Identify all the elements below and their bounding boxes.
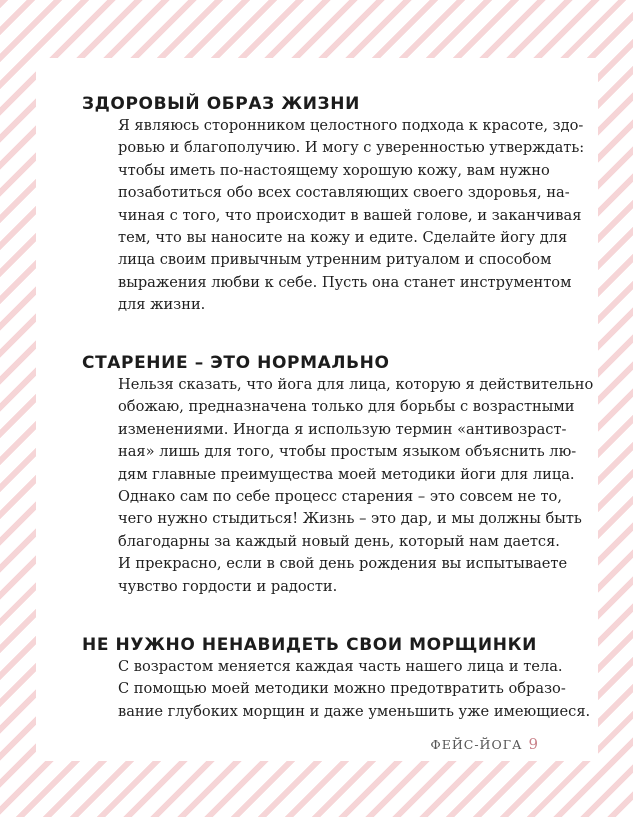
text-line: тем, что вы наносите на кожу и едите. Сделайте йогу для — [118, 228, 568, 246]
text-line: вание глубоких морщин и даже уменьшить уже имеющиеся. — [118, 702, 591, 720]
page-number: 9 — [528, 735, 538, 753]
text-line: позаботиться обо всех составляющих своего здоровья, на- — [118, 184, 570, 202]
text-line: С помощью моей методики можно предотвратить образо- — [118, 680, 566, 698]
text-line: ровью и благополучию. И могу с уверенностью утверждать: — [118, 139, 585, 157]
text-line: обожаю, предназначена только для борьбы с возрастными — [118, 398, 575, 416]
text-line: чтобы иметь по-настоящему хорошую кожу, вам нужно — [118, 161, 550, 179]
text-line: лица своим привычным утренним ритуалом и способом — [118, 251, 552, 269]
heading-dont-hate-wrinkles: НЕ НУЖНО НЕНАВИДЕТЬ СВОИ МОРЩИНКИ — [82, 635, 537, 655]
text-line: Однако сам по себе процесс старения – это совсем не то, — [118, 487, 562, 505]
text-line: дям главные преимущества моей методики йоги для лица. — [118, 465, 575, 483]
text-line: чиная с того, что происходит в вашей голове, и заканчивая — [118, 206, 582, 224]
text-line: чувство гордости и радости. — [118, 577, 338, 595]
text-line: чего нужно стыдиться! Жизнь – это дар, и мы должны быть — [118, 510, 582, 528]
text-line: выражения любви к себе. Пусть она станет инструментом — [118, 273, 572, 291]
text-line: изменениями. Иногда я использую термин «антивозраст- — [118, 420, 567, 438]
text-line: благодарны за каждый новый день, который нам дается. — [118, 532, 560, 550]
paragraph-dont-hate-wrinkles — [118, 656, 591, 723]
footer-book-title: ФЕЙС-ЙОГА — [430, 737, 523, 752]
heading-aging-is-normal: СТАРЕНИЕ – ЭТО НОРМАЛЬНО — [82, 353, 390, 373]
page-footer — [430, 734, 538, 753]
paragraph-healthy-lifestyle — [118, 115, 585, 317]
paragraph-aging-is-normal — [118, 374, 594, 598]
heading-healthy-lifestyle: ЗДОРОВЫЙ ОБРАЗ ЖИЗНИ — [82, 94, 360, 114]
text-line: С возрастом меняется каждая часть нашего лица и тела. — [118, 658, 563, 675]
text-line: Нельзя сказать, что йога для лица, которую я действительно — [118, 376, 594, 393]
text-line: для жизни. — [118, 296, 206, 314]
text-line: Я являюсь сторонником целостного подхода к красоте, здо- — [118, 117, 584, 134]
text-line: ная» лишь для того, чтобы простым языком объяснить лю- — [118, 443, 577, 461]
text-line: И прекрасно, если в свой день рождения вы испытываете — [118, 555, 568, 573]
